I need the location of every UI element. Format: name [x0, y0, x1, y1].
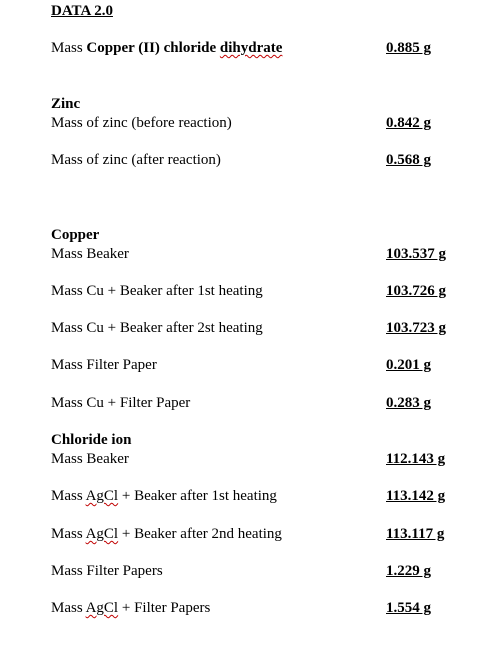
section-heading-chloride: Chloride ion [51, 432, 132, 448]
row-value: 113.142 g [386, 488, 446, 504]
label-prefix: Mass [51, 526, 86, 542]
row-label: Mass of zinc (before reaction) [51, 115, 232, 131]
row-value: 0.568 g [386, 152, 431, 168]
data-row [0, 282, 494, 300]
row-value: 1.229 g [386, 563, 431, 579]
data-row-copper-chloride [0, 39, 494, 57]
row-label: Mass Cu + Beaker after 2st heating [51, 320, 263, 336]
data-row [0, 356, 494, 374]
row-label [51, 487, 277, 505]
data-row [0, 319, 494, 337]
data-row [0, 114, 494, 132]
data-row [0, 562, 494, 580]
data-row [0, 525, 494, 543]
row-label: Mass Filter Papers [51, 563, 163, 579]
row-value: 112.143 g [386, 451, 446, 467]
data-row [0, 394, 494, 412]
row-value: 103.726 g [386, 283, 446, 299]
row-value: 0.842 g [386, 115, 431, 131]
row-label: Mass Filter Paper [51, 357, 157, 373]
label-prefix: Mass [51, 488, 86, 504]
row-value: 0.283 g [386, 395, 431, 411]
spellcheck-word: dihydrate [219, 40, 283, 56]
spellcheck-word: AgCl [85, 488, 119, 504]
data-row [0, 151, 494, 169]
document-title: DATA 2.0 [51, 3, 113, 19]
data-row [0, 245, 494, 263]
section-heading-zinc: Zinc [51, 96, 81, 112]
row-value: 0.201 g [386, 357, 431, 373]
label-suffix: + Filter Papers [118, 600, 211, 616]
row-label [51, 525, 282, 543]
spellcheck-word: AgCl [85, 600, 119, 616]
row-label [51, 599, 210, 617]
label-bold: Copper (II) chloride [86, 40, 220, 56]
label-suffix: + Beaker after 1st heating [118, 488, 277, 504]
row-value: 1.554 g [386, 600, 431, 616]
row-label: Mass Cu + Filter Paper [51, 395, 191, 411]
row-label: Mass of zinc (after reaction) [51, 152, 221, 168]
label-prefix: Mass [51, 40, 87, 56]
label-suffix: + Beaker after 2nd heating [118, 526, 282, 542]
section-heading-copper: Copper [51, 227, 100, 243]
data-row [0, 450, 494, 468]
row-label: Mass Beaker [51, 246, 129, 262]
data-row [0, 599, 494, 617]
data-row [0, 487, 494, 505]
row-label: Mass Beaker [51, 451, 129, 467]
row-label: Mass Cu + Beaker after 1st heating [51, 283, 263, 299]
row-value: 103.723 g [386, 320, 446, 336]
spellcheck-word: AgCl [85, 526, 119, 542]
label-prefix: Mass [51, 600, 86, 616]
row-label [51, 39, 282, 57]
row-value: 103.537 g [386, 246, 446, 262]
row-value: 113.117 g [386, 526, 445, 542]
row-value: 0.885 g [386, 40, 431, 56]
